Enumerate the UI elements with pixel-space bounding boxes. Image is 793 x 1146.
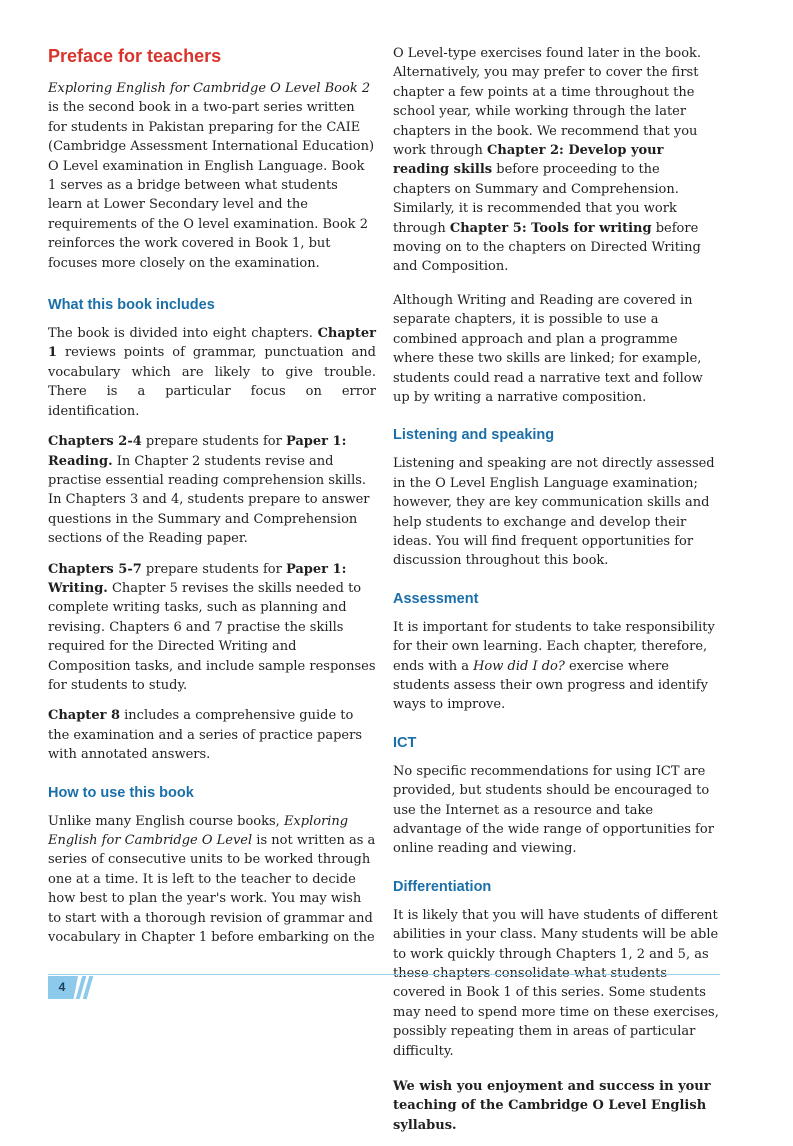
left-column [48, 44, 376, 958]
assessment-paragraph: It is important for students to take responsibility for their own learning. Each chapter, therefore, ends with a How did I do? exercise where students assess their own progress and identify ways to improve. [393, 619, 715, 713]
page-title: Preface for teachers [48, 46, 222, 66]
includes-paragraph-4: Chapter 8 includes a comprehensive guide to the examination and a series of practice papers with annotated answers. [48, 708, 363, 763]
includes-paragraph-3: Chapters 5-7 prepare students for Paper 1: Writing. Chapter 5 revises the skills needed to complete writing tasks, such as planning and revising. Chapters 6 and 7 practise the skills required for the Directed Writing and Composition tasks, and include sample responses for students to study. [48, 561, 376, 693]
listening-paragraph: Listening and speaking are not directly assessed in the O Level English Language examination; however, they are key communication skills and help students to exchange and develop their ideas. You will find frequent opportunities for discussion throughout this book. [393, 456, 715, 569]
page-number: 4 [58, 980, 66, 994]
heading-listening-speaking: Listening and speaking [393, 427, 555, 444]
how-to-use-paragraph-2: Although Writing and Reading are covered in separate chapters, it is possible to use a combined approach and plan a programme where these two skills are linked; for example, students could read a narrative text and follow up by writing a narrative composition. [393, 292, 703, 405]
differentiation-paragraph: It is likely that you will have students of different abilities in your class. Many students will be able to work quickly through Chapters 1, 2 and 5, as these chapters consolidate what students covered in Book 1 of this series. Some students may need to spend more time on these exercises, possibly repeating them in areas of particular difficulty. [393, 907, 719, 1059]
how-to-use-paragraph-1-continued: O Level-type exercises found later in the book. Alternatively, you may prefer to cover the first chapter a few points at a time throughout the school year, while working through the later chapters in the book. We recommend that you work through Chapter 2: Develop your reading skills before proceeding to the chapters on Summary and Comprehension. Similarly, it is recommended that you work through Chapter 5: Tools for writing before moving on to the chapters on Directed Writing and Composition. [393, 46, 702, 275]
book-title: Exploring English for Cambridge O Level Book 2 [48, 81, 371, 96]
includes-paragraph-1: The book is divided into eight chapters. Chapter 1 reviews points of grammar, punctuation and vocabulary which are likely to give trouble. There is a particular focus on error identification. [48, 326, 376, 419]
heading-assessment: Assessment [393, 590, 479, 607]
heading-how-to-use: How to use this book [48, 784, 194, 801]
ict-paragraph: No specific recommendations for using ICT are provided, but students should be encouraged to use the Internet as a resource and take advantage of the wide range of opportunities for online reading and viewing. [393, 763, 714, 857]
heading-differentiation: Differentiation [393, 878, 492, 895]
footer-rule [48, 974, 720, 975]
intro-paragraph: Exploring English for Cambridge O Level Book 2 is the second book in a two-part series written for students in Pakistan preparing for the CAIE (Cambridge Assessment International Education) O Level examination in English Language. Book 1 serves as a bridge between what students learn at Lower Secondary level and the requirements of the O level examination. Book 2 reinforces the work covered in Book 1, but focuses more closely on the examination. [48, 81, 375, 271]
how-to-use-paragraph-1: Unlike many English course books, Exploring English for Cambridge O Level is not written as a series of consecutive units to be worked through one at a time. It is left to the teacher to decide how best to plan the year's work. You may wish to start with a thorough revision of grammar and vocabulary in Chapter 1 before embarking on the [48, 813, 376, 946]
heading-ict: ICT [393, 734, 417, 751]
heading-what-this-book-includes: What this book includes [48, 297, 215, 314]
right-column-content [393, 44, 721, 1146]
closing-paragraph: We wish you enjoyment and success in your teaching of the Cambridge O Level English syllabus. [393, 1079, 711, 1133]
includes-paragraph-2: Chapters 2-4 prepare students for Paper 1: Reading. In Chapter 2 students revise and practise essential reading comprehension skills. In Chapters 3 and 4, students prepare to answer questions in the Summary and Comprehension sections of the Reading paper. [48, 434, 370, 547]
